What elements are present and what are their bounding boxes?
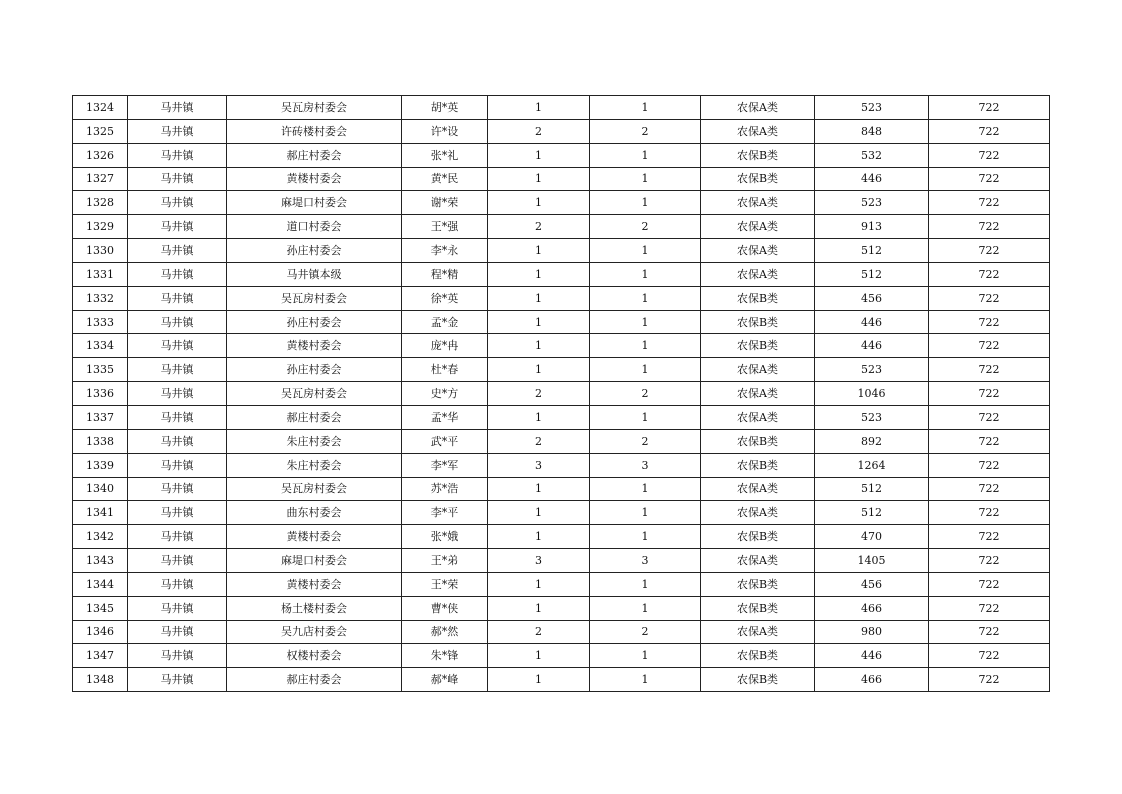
- person-count-cell: 1: [590, 239, 701, 263]
- household-count-cell: 2: [488, 382, 590, 406]
- serial-number-cell: 1333: [73, 310, 128, 334]
- amount-cell: 1046: [815, 382, 929, 406]
- amount-cell: 523: [815, 358, 929, 382]
- town-cell: 马井镇: [128, 620, 227, 644]
- category-cell: 农保B类: [701, 668, 815, 692]
- name-cell: 杜*春: [402, 358, 488, 382]
- village-committee-cell: 吴瓦房村委会: [227, 477, 402, 501]
- household-count-cell: 2: [488, 215, 590, 239]
- household-count-cell: 1: [488, 191, 590, 215]
- name-cell: 苏*浩: [402, 477, 488, 501]
- amount-cell: 466: [815, 668, 929, 692]
- category-cell: 农保B类: [701, 143, 815, 167]
- name-cell: 孟*金: [402, 310, 488, 334]
- table-row: [73, 382, 1050, 406]
- serial-number-cell: 1341: [73, 501, 128, 525]
- name-cell: 朱*锋: [402, 644, 488, 668]
- town-cell: 马井镇: [128, 572, 227, 596]
- table-row: [73, 572, 1050, 596]
- category-cell: 农保B类: [701, 334, 815, 358]
- town-cell: 马井镇: [128, 286, 227, 310]
- person-count-cell: 1: [590, 525, 701, 549]
- name-cell: 程*精: [402, 262, 488, 286]
- standard-cell: 722: [929, 382, 1050, 406]
- amount-cell: 848: [815, 119, 929, 143]
- village-committee-cell: 朱庄村委会: [227, 429, 402, 453]
- person-count-cell: 2: [590, 215, 701, 239]
- amount-cell: 913: [815, 215, 929, 239]
- category-cell: 农保A类: [701, 477, 815, 501]
- serial-number-cell: 1342: [73, 525, 128, 549]
- table-row: [73, 477, 1050, 501]
- household-count-cell: 3: [488, 549, 590, 573]
- household-count-cell: 2: [488, 429, 590, 453]
- village-committee-cell: 许砖楼村委会: [227, 119, 402, 143]
- table-row: [73, 239, 1050, 263]
- table-row: [73, 620, 1050, 644]
- standard-cell: 722: [929, 286, 1050, 310]
- category-cell: 农保B类: [701, 596, 815, 620]
- standard-cell: 722: [929, 477, 1050, 501]
- village-committee-cell: 权楼村委会: [227, 644, 402, 668]
- category-cell: 农保A类: [701, 215, 815, 239]
- category-cell: 农保A类: [701, 382, 815, 406]
- amount-cell: 446: [815, 167, 929, 191]
- village-committee-cell: 曲东村委会: [227, 501, 402, 525]
- person-count-cell: 1: [590, 596, 701, 620]
- village-committee-cell: 郝庄村委会: [227, 405, 402, 429]
- amount-cell: 456: [815, 286, 929, 310]
- person-count-cell: 2: [590, 429, 701, 453]
- name-cell: 武*平: [402, 429, 488, 453]
- standard-cell: 722: [929, 596, 1050, 620]
- town-cell: 马井镇: [128, 262, 227, 286]
- table-row: [73, 191, 1050, 215]
- name-cell: 张*娥: [402, 525, 488, 549]
- name-cell: 徐*英: [402, 286, 488, 310]
- standard-cell: 722: [929, 525, 1050, 549]
- serial-number-cell: 1324: [73, 96, 128, 120]
- table-row: [73, 262, 1050, 286]
- category-cell: 农保A类: [701, 262, 815, 286]
- serial-number-cell: 1335: [73, 358, 128, 382]
- category-cell: 农保A类: [701, 405, 815, 429]
- serial-number-cell: 1347: [73, 644, 128, 668]
- town-cell: 马井镇: [128, 239, 227, 263]
- village-committee-cell: 吴瓦房村委会: [227, 96, 402, 120]
- name-cell: 胡*英: [402, 96, 488, 120]
- standard-cell: 722: [929, 644, 1050, 668]
- name-cell: 王*弟: [402, 549, 488, 573]
- serial-number-cell: 1340: [73, 477, 128, 501]
- serial-number-cell: 1334: [73, 334, 128, 358]
- category-cell: 农保A类: [701, 358, 815, 382]
- town-cell: 马井镇: [128, 143, 227, 167]
- household-count-cell: 1: [488, 668, 590, 692]
- town-cell: 马井镇: [128, 191, 227, 215]
- household-count-cell: 1: [488, 286, 590, 310]
- amount-cell: 512: [815, 262, 929, 286]
- amount-cell: 446: [815, 334, 929, 358]
- table-row: [73, 119, 1050, 143]
- name-cell: 王*荣: [402, 572, 488, 596]
- serial-number-cell: 1331: [73, 262, 128, 286]
- household-count-cell: 1: [488, 143, 590, 167]
- name-cell: 李*平: [402, 501, 488, 525]
- name-cell: 曹*侠: [402, 596, 488, 620]
- name-cell: 史*方: [402, 382, 488, 406]
- village-committee-cell: 道口村委会: [227, 215, 402, 239]
- amount-cell: 466: [815, 596, 929, 620]
- person-count-cell: 1: [590, 96, 701, 120]
- serial-number-cell: 1336: [73, 382, 128, 406]
- person-count-cell: 2: [590, 620, 701, 644]
- table-row: [73, 429, 1050, 453]
- person-count-cell: 1: [590, 668, 701, 692]
- standard-cell: 722: [929, 119, 1050, 143]
- town-cell: 马井镇: [128, 477, 227, 501]
- name-cell: 郝*峰: [402, 668, 488, 692]
- person-count-cell: 1: [590, 191, 701, 215]
- household-count-cell: 1: [488, 572, 590, 596]
- household-count-cell: 1: [488, 96, 590, 120]
- village-committee-cell: 孙庄村委会: [227, 239, 402, 263]
- records-table: [72, 95, 1050, 692]
- serial-number-cell: 1345: [73, 596, 128, 620]
- person-count-cell: 1: [590, 143, 701, 167]
- household-count-cell: 1: [488, 167, 590, 191]
- table-row: [73, 358, 1050, 382]
- person-count-cell: 2: [590, 382, 701, 406]
- amount-cell: 456: [815, 572, 929, 596]
- standard-cell: 722: [929, 334, 1050, 358]
- amount-cell: 512: [815, 501, 929, 525]
- name-cell: 孟*华: [402, 405, 488, 429]
- person-count-cell: 3: [590, 453, 701, 477]
- village-committee-cell: 黄楼村委会: [227, 167, 402, 191]
- serial-number-cell: 1326: [73, 143, 128, 167]
- amount-cell: 523: [815, 96, 929, 120]
- person-count-cell: 1: [590, 310, 701, 334]
- table-row: [73, 644, 1050, 668]
- table-row: [73, 96, 1050, 120]
- amount-cell: 523: [815, 191, 929, 215]
- table-body: [73, 96, 1050, 692]
- table-row: [73, 334, 1050, 358]
- standard-cell: 722: [929, 191, 1050, 215]
- household-count-cell: 1: [488, 596, 590, 620]
- serial-number-cell: 1330: [73, 239, 128, 263]
- person-count-cell: 2: [590, 119, 701, 143]
- table-row: [73, 596, 1050, 620]
- standard-cell: 722: [929, 429, 1050, 453]
- household-count-cell: 1: [488, 310, 590, 334]
- name-cell: 庞*冉: [402, 334, 488, 358]
- amount-cell: 1264: [815, 453, 929, 477]
- household-count-cell: 1: [488, 358, 590, 382]
- name-cell: 谢*荣: [402, 191, 488, 215]
- serial-number-cell: 1343: [73, 549, 128, 573]
- household-count-cell: 1: [488, 644, 590, 668]
- village-committee-cell: 黄楼村委会: [227, 334, 402, 358]
- town-cell: 马井镇: [128, 334, 227, 358]
- town-cell: 马井镇: [128, 215, 227, 239]
- serial-number-cell: 1329: [73, 215, 128, 239]
- town-cell: 马井镇: [128, 668, 227, 692]
- table-row: [73, 215, 1050, 239]
- table-row: [73, 668, 1050, 692]
- name-cell: 黄*民: [402, 167, 488, 191]
- category-cell: 农保B类: [701, 286, 815, 310]
- town-cell: 马井镇: [128, 549, 227, 573]
- town-cell: 马井镇: [128, 429, 227, 453]
- household-count-cell: 1: [488, 239, 590, 263]
- standard-cell: 722: [929, 453, 1050, 477]
- standard-cell: 722: [929, 143, 1050, 167]
- village-committee-cell: 吴瓦房村委会: [227, 382, 402, 406]
- name-cell: 王*强: [402, 215, 488, 239]
- standard-cell: 722: [929, 405, 1050, 429]
- person-count-cell: 1: [590, 358, 701, 382]
- person-count-cell: 1: [590, 644, 701, 668]
- village-committee-cell: 朱庄村委会: [227, 453, 402, 477]
- amount-cell: 470: [815, 525, 929, 549]
- category-cell: 农保A类: [701, 191, 815, 215]
- serial-number-cell: 1338: [73, 429, 128, 453]
- amount-cell: 446: [815, 644, 929, 668]
- table-row: [73, 549, 1050, 573]
- town-cell: 马井镇: [128, 310, 227, 334]
- person-count-cell: 1: [590, 477, 701, 501]
- category-cell: 农保B类: [701, 310, 815, 334]
- category-cell: 农保B类: [701, 429, 815, 453]
- household-count-cell: 1: [488, 477, 590, 501]
- category-cell: 农保A类: [701, 96, 815, 120]
- town-cell: 马井镇: [128, 644, 227, 668]
- table-row: [73, 501, 1050, 525]
- standard-cell: 722: [929, 501, 1050, 525]
- serial-number-cell: 1337: [73, 405, 128, 429]
- town-cell: 马井镇: [128, 96, 227, 120]
- category-cell: 农保A类: [701, 239, 815, 263]
- household-count-cell: 2: [488, 119, 590, 143]
- town-cell: 马井镇: [128, 119, 227, 143]
- name-cell: 张*礼: [402, 143, 488, 167]
- data-sheet: [72, 95, 1050, 692]
- person-count-cell: 1: [590, 405, 701, 429]
- name-cell: 许*设: [402, 119, 488, 143]
- town-cell: 马井镇: [128, 405, 227, 429]
- category-cell: 农保A类: [701, 501, 815, 525]
- serial-number-cell: 1328: [73, 191, 128, 215]
- serial-number-cell: 1346: [73, 620, 128, 644]
- category-cell: 农保B类: [701, 167, 815, 191]
- village-committee-cell: 麻堤口村委会: [227, 549, 402, 573]
- amount-cell: 532: [815, 143, 929, 167]
- village-committee-cell: 孙庄村委会: [227, 310, 402, 334]
- category-cell: 农保B类: [701, 453, 815, 477]
- category-cell: 农保B类: [701, 644, 815, 668]
- standard-cell: 722: [929, 549, 1050, 573]
- standard-cell: 722: [929, 668, 1050, 692]
- household-count-cell: 1: [488, 262, 590, 286]
- standard-cell: 722: [929, 358, 1050, 382]
- village-committee-cell: 吴瓦房村委会: [227, 286, 402, 310]
- serial-number-cell: 1348: [73, 668, 128, 692]
- person-count-cell: 1: [590, 167, 701, 191]
- town-cell: 马井镇: [128, 167, 227, 191]
- standard-cell: 722: [929, 262, 1050, 286]
- amount-cell: 892: [815, 429, 929, 453]
- village-committee-cell: 麻堤口村委会: [227, 191, 402, 215]
- table-row: [73, 310, 1050, 334]
- village-committee-cell: 郝庄村委会: [227, 668, 402, 692]
- standard-cell: 722: [929, 239, 1050, 263]
- standard-cell: 722: [929, 167, 1050, 191]
- name-cell: 李*军: [402, 453, 488, 477]
- name-cell: 郝*然: [402, 620, 488, 644]
- person-count-cell: 1: [590, 501, 701, 525]
- table-row: [73, 453, 1050, 477]
- category-cell: 农保B类: [701, 525, 815, 549]
- standard-cell: 722: [929, 96, 1050, 120]
- town-cell: 马井镇: [128, 382, 227, 406]
- table-row: [73, 525, 1050, 549]
- serial-number-cell: 1332: [73, 286, 128, 310]
- household-count-cell: 2: [488, 620, 590, 644]
- person-count-cell: 1: [590, 262, 701, 286]
- standard-cell: 722: [929, 620, 1050, 644]
- serial-number-cell: 1327: [73, 167, 128, 191]
- village-committee-cell: 黄楼村委会: [227, 525, 402, 549]
- category-cell: 农保A类: [701, 119, 815, 143]
- amount-cell: 512: [815, 239, 929, 263]
- serial-number-cell: 1344: [73, 572, 128, 596]
- standard-cell: 722: [929, 310, 1050, 334]
- household-count-cell: 1: [488, 501, 590, 525]
- serial-number-cell: 1325: [73, 119, 128, 143]
- village-committee-cell: 马井镇本级: [227, 262, 402, 286]
- town-cell: 马井镇: [128, 358, 227, 382]
- amount-cell: 512: [815, 477, 929, 501]
- village-committee-cell: 黄楼村委会: [227, 572, 402, 596]
- category-cell: 农保A类: [701, 549, 815, 573]
- town-cell: 马井镇: [128, 453, 227, 477]
- amount-cell: 980: [815, 620, 929, 644]
- serial-number-cell: 1339: [73, 453, 128, 477]
- standard-cell: 722: [929, 572, 1050, 596]
- amount-cell: 446: [815, 310, 929, 334]
- table-row: [73, 405, 1050, 429]
- amount-cell: 1405: [815, 549, 929, 573]
- person-count-cell: 1: [590, 286, 701, 310]
- village-committee-cell: 郝庄村委会: [227, 143, 402, 167]
- person-count-cell: 3: [590, 549, 701, 573]
- village-committee-cell: 杨土楼村委会: [227, 596, 402, 620]
- household-count-cell: 1: [488, 525, 590, 549]
- table-row: [73, 286, 1050, 310]
- category-cell: 农保B类: [701, 572, 815, 596]
- village-committee-cell: 孙庄村委会: [227, 358, 402, 382]
- person-count-cell: 1: [590, 334, 701, 358]
- town-cell: 马井镇: [128, 525, 227, 549]
- town-cell: 马井镇: [128, 596, 227, 620]
- town-cell: 马井镇: [128, 501, 227, 525]
- household-count-cell: 1: [488, 405, 590, 429]
- person-count-cell: 1: [590, 572, 701, 596]
- table-row: [73, 143, 1050, 167]
- name-cell: 李*永: [402, 239, 488, 263]
- amount-cell: 523: [815, 405, 929, 429]
- table-row: [73, 167, 1050, 191]
- household-count-cell: 1: [488, 334, 590, 358]
- category-cell: 农保A类: [701, 620, 815, 644]
- standard-cell: 722: [929, 215, 1050, 239]
- village-committee-cell: 吴九店村委会: [227, 620, 402, 644]
- household-count-cell: 3: [488, 453, 590, 477]
